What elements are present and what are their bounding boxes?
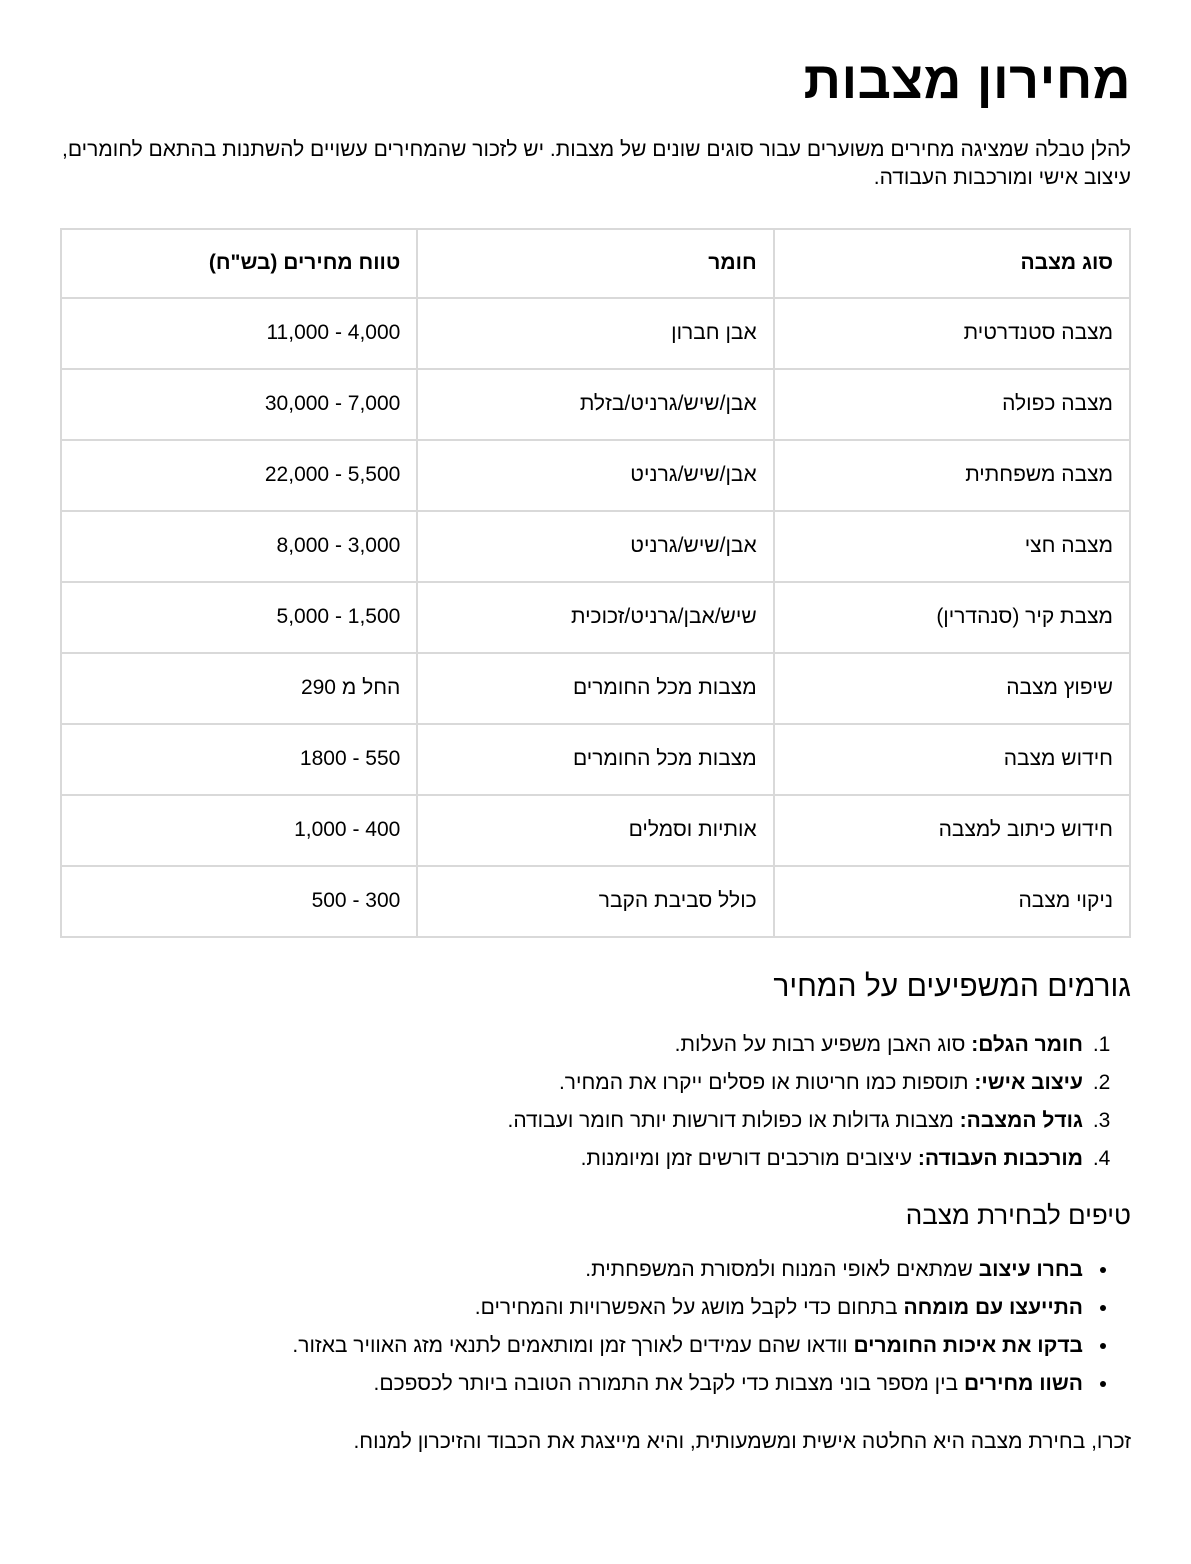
cell-price-range: 4,000 - 11,000 (61, 298, 417, 369)
cell-price-range: 550 - 1800 (61, 724, 417, 795)
cell-type: חידוש מצבה (774, 724, 1130, 795)
table-row (61, 369, 1130, 440)
price-table-body (61, 298, 1130, 937)
cell-price-range: 400 - 1,000 (61, 795, 417, 866)
cell-type: מצבה כפולה (774, 369, 1130, 440)
list-item-text: בתחום כדי לקבל מושג על האפשרויות והמחירים. (474, 1295, 904, 1319)
list-item-term: מורכבות העבודה: (917, 1146, 1083, 1170)
cell-material: מצבות מכל החומרים (417, 653, 773, 724)
tips-list (60, 1257, 1131, 1396)
cell-type: מצבת קיר (סנהדרין) (774, 582, 1130, 653)
list-item-term: בחרו עיצוב (978, 1257, 1083, 1281)
list-item (60, 1070, 1087, 1095)
table-row (61, 795, 1130, 866)
list-item-text: בין מספר בוני מצבות כדי לקבל את התמורה הטובה ביותר לכספכם. (373, 1371, 964, 1395)
cell-material: אבן/שיש/גרניט (417, 511, 773, 582)
cell-material: כולל סביבת הקבר (417, 866, 773, 937)
closing-paragraph: זכרו, בחירת מצבה היא החלטה אישית ומשמעותית, והיא מייצגת את הכבוד והזיכרון למנוח. (353, 1429, 1131, 1453)
cell-type: מצבה סטנדרטית (774, 298, 1130, 369)
list-item-text: עיצובים מורכבים דורשים זמן ומיומנות. (580, 1146, 918, 1170)
cell-price-range: 3,000 - 8,000 (61, 511, 417, 582)
table-row (61, 440, 1130, 511)
cell-price-range: החל מ 290 (61, 653, 417, 724)
list-item-term: בדקו את איכות החומרים (853, 1333, 1083, 1357)
list-item (60, 1295, 1087, 1320)
list-item (60, 1146, 1087, 1171)
tips-heading: טיפים לבחירת מצבה (905, 1199, 1131, 1230)
cell-material: אותיות וסמלים (417, 795, 773, 866)
list-item (60, 1371, 1087, 1396)
cell-type: ניקוי מצבה (774, 866, 1130, 937)
list-item (60, 1333, 1087, 1358)
cell-price-range: 1,500 - 5,000 (61, 582, 417, 653)
table-header-type: סוג מצבה (774, 229, 1130, 298)
list-item-text: שמתאים לאופי המנוח ולמסורת המשפחתית. (585, 1257, 979, 1281)
list-item-term: גודל המצבה: (959, 1108, 1083, 1132)
list-item (60, 1257, 1087, 1282)
list-item-text: תוספות כמו חריטות או פסלים ייקרו את המחיר. (558, 1070, 975, 1094)
list-item-text: מצבות גדולות או כפולות דורשות יותר חומר ועבודה. (507, 1108, 960, 1132)
cell-material: מצבות מכל החומרים (417, 724, 773, 795)
cell-material: אבן חברון (417, 298, 773, 369)
list-item-term: השוו מחירים (963, 1371, 1083, 1395)
table-row (61, 511, 1130, 582)
price-table (60, 228, 1131, 938)
price-table-head (61, 229, 1130, 298)
cell-type: מצבה חצי (774, 511, 1130, 582)
cell-type: שיפוץ מצבה (774, 653, 1130, 724)
list-item (60, 1108, 1087, 1133)
factors-list (60, 1032, 1131, 1171)
list-item (60, 1032, 1087, 1057)
list-item-text: וודאו שהם עמידים לאורך זמן ומותאמים לתנאי מזג האוויר באזור. (292, 1333, 854, 1357)
cell-type: מצבה משפחתית (774, 440, 1130, 511)
list-item-term: עיצוב אישי: (974, 1070, 1083, 1094)
list-item-term: התייעצו עם מומחה (903, 1295, 1083, 1319)
table-header-row (61, 229, 1130, 298)
page-title: מחירון מצבות (803, 52, 1131, 110)
cell-material: אבן/שיש/גרניט (417, 440, 773, 511)
cell-type: חידוש כיתוב למצבה (774, 795, 1130, 866)
cell-material: אבן/שיש/גרניט/בזלת (417, 369, 773, 440)
list-item-text: סוג האבן משפיע רבות על העלות. (674, 1032, 972, 1056)
table-row (61, 582, 1130, 653)
table-header-material: חומר (417, 229, 773, 298)
table-row (61, 866, 1130, 937)
cell-price-range: 7,000 - 30,000 (61, 369, 417, 440)
table-row (61, 653, 1130, 724)
factors-heading: גורמים המשפיעים על המחיר (773, 969, 1131, 1003)
table-row (61, 298, 1130, 369)
list-item-term: חומר הגלם: (971, 1032, 1083, 1056)
table-header-price-range: טווח מחירים (בש"ח) (61, 229, 417, 298)
table-row (61, 724, 1130, 795)
cell-material: שיש/אבן/גרניט/זכוכית (417, 582, 773, 653)
cell-price-range: 300 - 500 (61, 866, 417, 937)
intro-paragraph: להלן טבלה שמציגה מחירים משוערים עבור סוגים שונים של מצבות. יש לזכור שהמחירים עשויים להשתנות בהתאם לחומרים, עיצוב אישי ומורכבות העבודה. (61, 137, 1131, 189)
cell-price-range: 5,500 - 22,000 (61, 440, 417, 511)
